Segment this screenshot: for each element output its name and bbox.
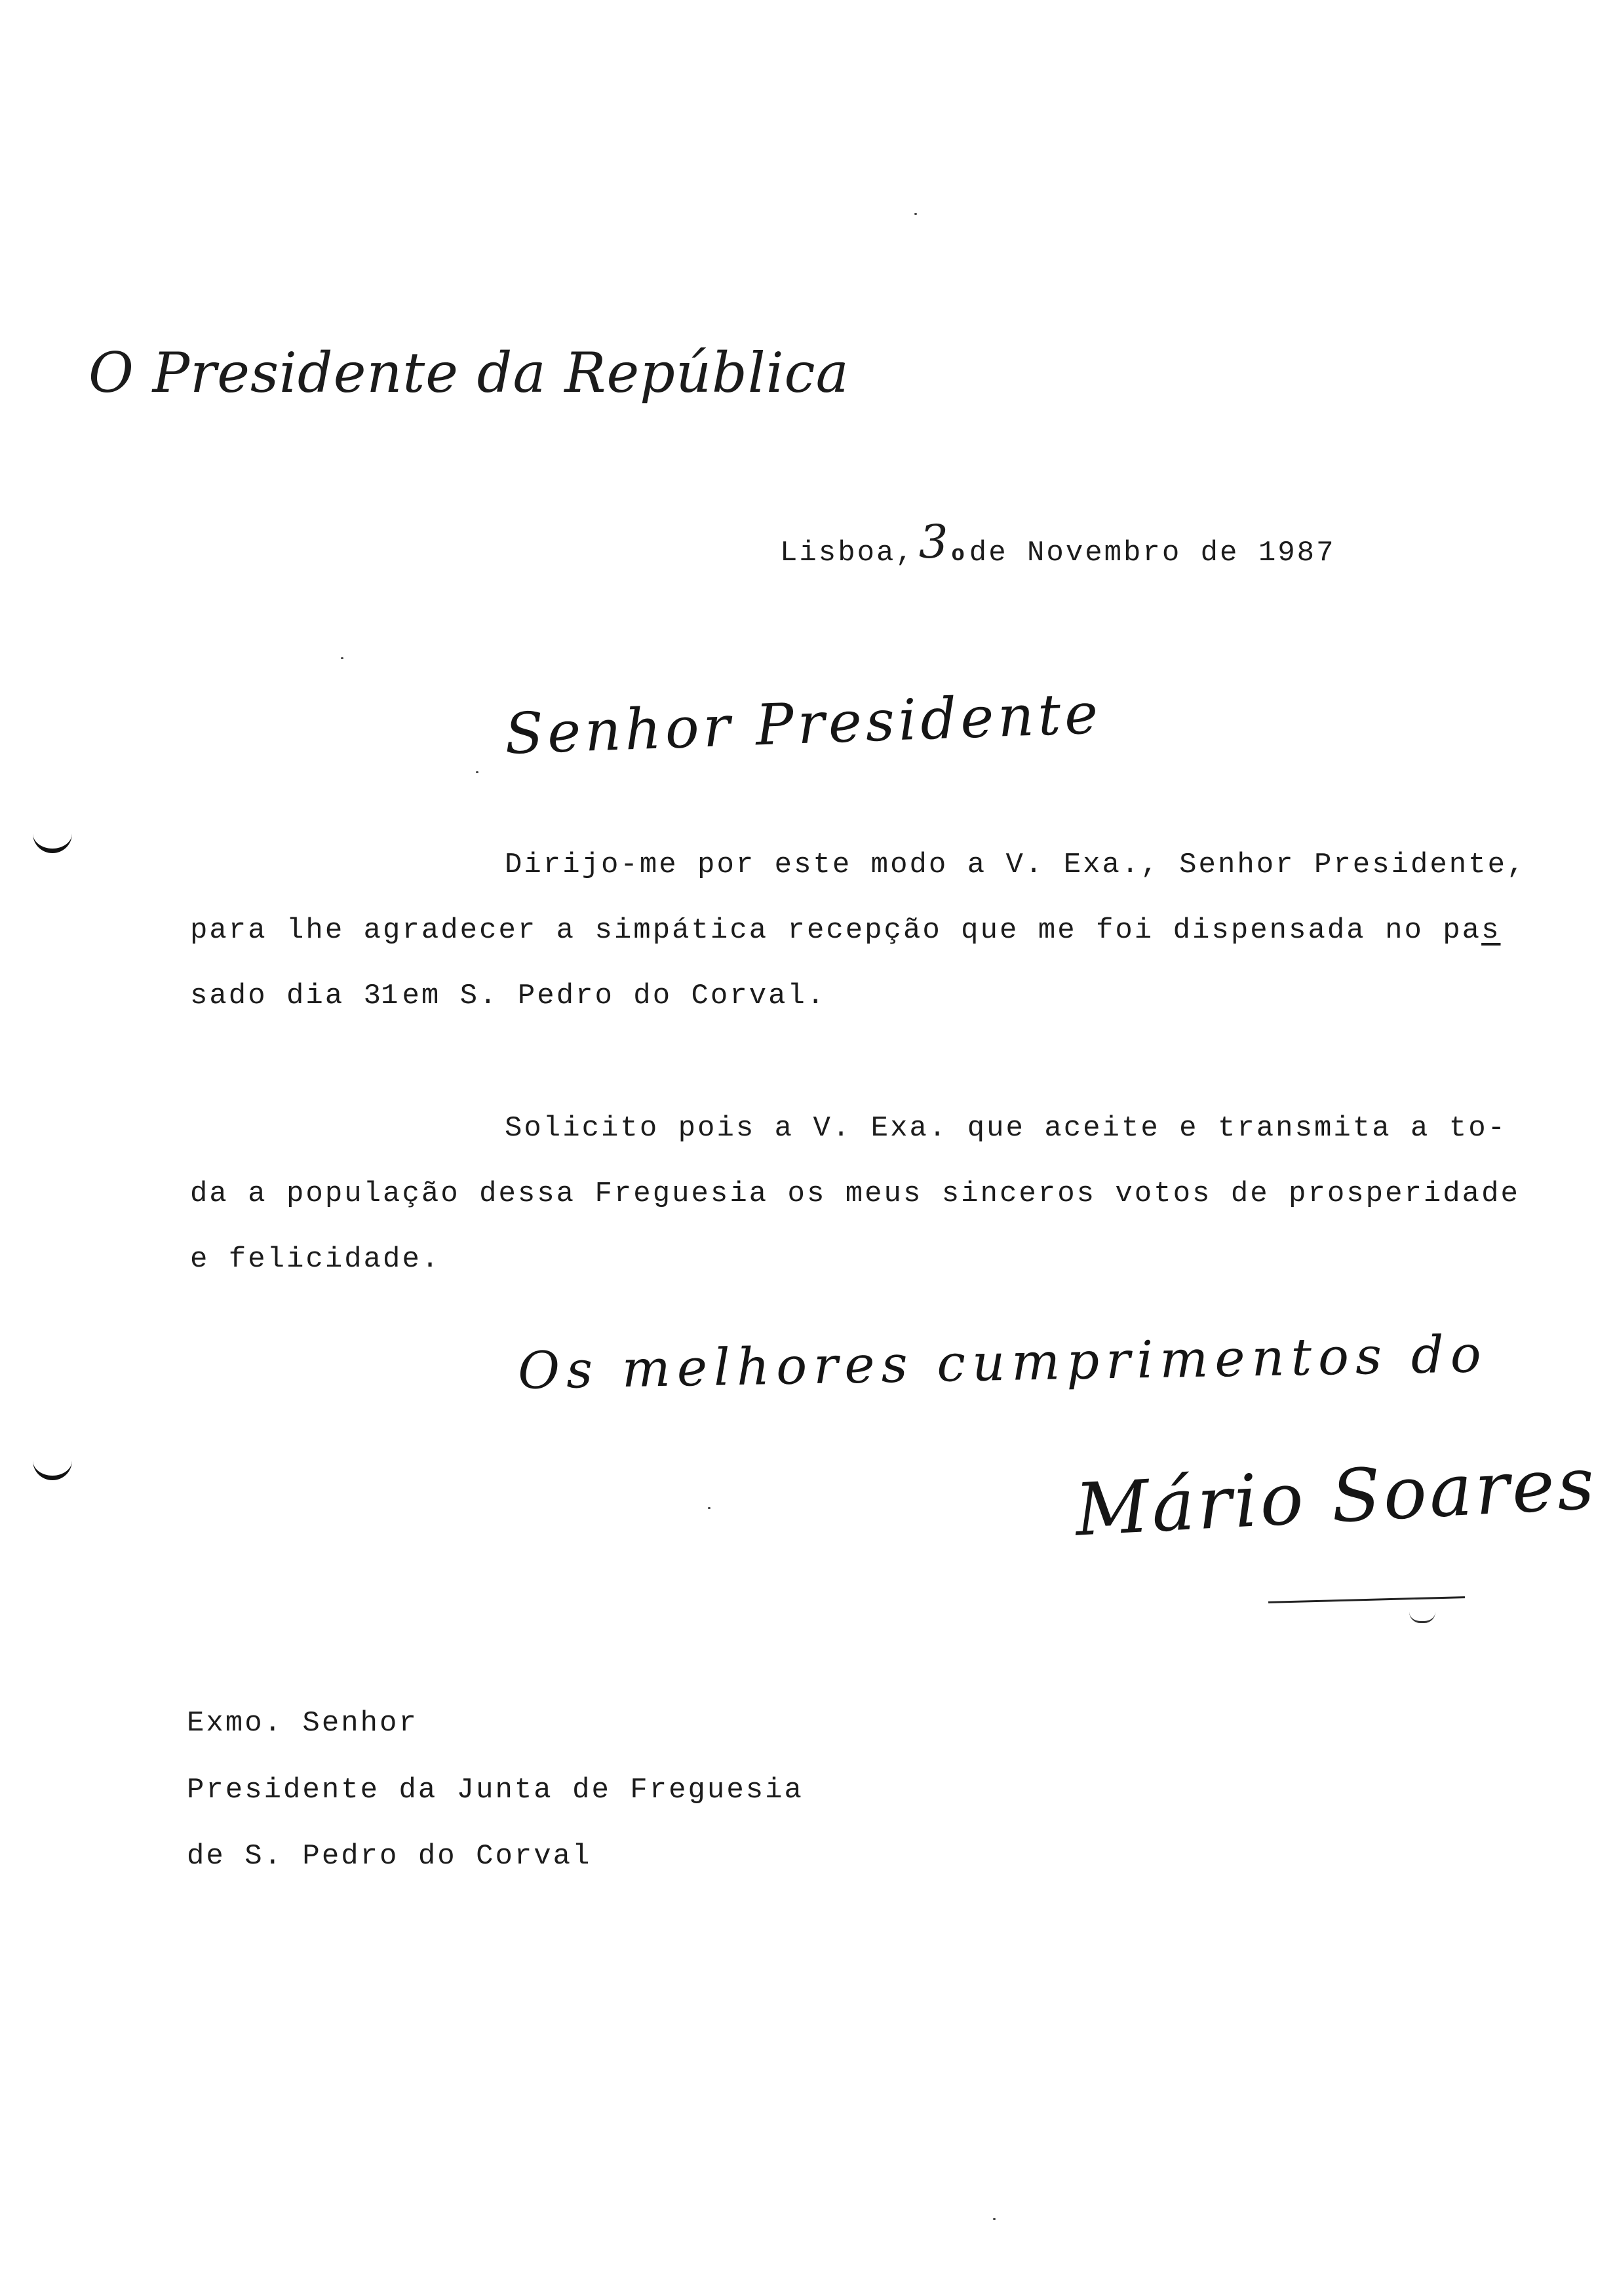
paper-speck bbox=[708, 1507, 710, 1509]
body-paragraph-1-line-1: Dirijo-me por este modo a V. Exa., Senhor Presidente, bbox=[505, 849, 1527, 881]
handwritten-salutation: Senhor Presidente bbox=[503, 681, 1103, 767]
signature-underline bbox=[1268, 1596, 1465, 1603]
body-line-text: em S. Pedro do Corval. bbox=[402, 980, 827, 1012]
date-handwritten-day: 3 bbox=[918, 515, 950, 569]
inserted-day-number: 31 bbox=[363, 980, 399, 1012]
paper-speck bbox=[341, 657, 343, 659]
paper-speck bbox=[914, 213, 917, 215]
signature-flourish bbox=[1409, 1612, 1435, 1623]
body-paragraph-2-line-2: da a população dessa Freguesia os meus sinceros votos de prosperidade bbox=[190, 1177, 1520, 1210]
paper-speck bbox=[476, 771, 478, 773]
letterhead: O Presidente da República bbox=[88, 341, 849, 405]
body-paragraph-2-line-3: e felicidade. bbox=[190, 1243, 441, 1276]
body-line-text: para lhe agradecer a simpática recepção que me foi dispensada no pa bbox=[190, 914, 1482, 947]
signature: Mário Soares bbox=[1073, 1441, 1599, 1552]
paper-speck bbox=[993, 2218, 996, 2220]
body-paragraph-2-line-1: Solicito pois a V. Exa. que aceite e transmita a to- bbox=[505, 1112, 1508, 1145]
date-city: Lisboa, bbox=[780, 537, 915, 569]
punch-hole-mark-bottom bbox=[33, 1456, 72, 1480]
recipient-location: de S. Pedro do Corval bbox=[187, 1840, 592, 1873]
body-line-text: sado dia bbox=[190, 980, 345, 1012]
punch-hole-mark-top bbox=[33, 829, 72, 853]
underlined-hyphen-letter: s bbox=[1481, 914, 1501, 947]
handwritten-closing: Os melhores cumprimentos do bbox=[517, 1325, 1489, 1401]
body-paragraph-1-line-2 bbox=[190, 914, 1501, 947]
recipient-title: Presidente da Junta de Freguesia bbox=[187, 1774, 804, 1807]
date-month-year: de Novembro de 1987 bbox=[969, 537, 1336, 569]
date-line bbox=[780, 515, 1336, 571]
body-paragraph-1-line-3 bbox=[190, 980, 826, 1012]
recipient-salutation: Exmo. Senhor bbox=[187, 1707, 418, 1740]
date-handwritten-day-suffix: o bbox=[951, 543, 967, 567]
